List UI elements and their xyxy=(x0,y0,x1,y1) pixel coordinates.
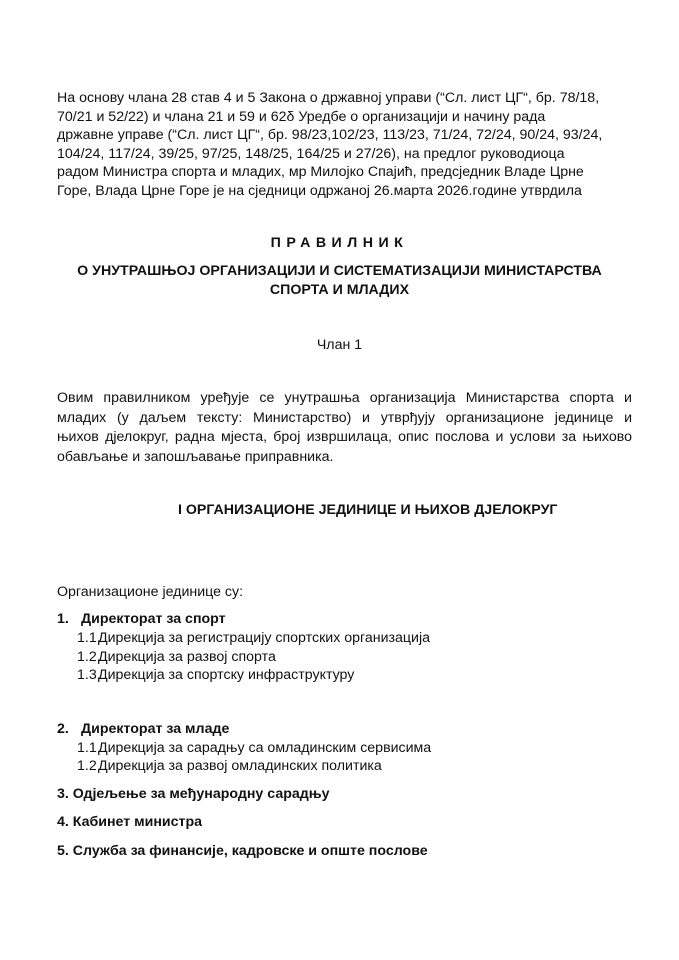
preamble-line: 70/21 и 52/22) и члана 21 и 59 и 62δ Уредбе о организацији и начину рада xyxy=(57,108,546,125)
preamble-line: Горе, Влада Црне Горе је на сједници одржаној 26.марта 2026.године утврдила xyxy=(57,182,582,199)
list-number: 2. xyxy=(57,721,69,737)
paragraph-line: њихов дјелокруг, радна мјеста, број извршилаца, опис послова и услови за њихово xyxy=(57,429,632,445)
list-item xyxy=(77,630,430,646)
subtitle-line: СПОРТА И МЛАДИХ xyxy=(269,282,410,298)
list-item-label: Дирекција за развој спорта xyxy=(98,649,276,665)
preamble-line: радом Министра спорта и младих, мр Милојко Спајић, предсједник Владе Црне xyxy=(57,164,584,180)
list-item xyxy=(77,649,276,665)
subtitle-line: О УНУТРАШЊОЈ ОРГАНИЗАЦИЈИ И СИСТЕМАТИЗАЦИЈИ МИНИСТАРСТВА xyxy=(77,263,602,279)
list-item-label: Дирекција за спортску инфраструктуру xyxy=(98,667,355,683)
list-number: 1.3. xyxy=(77,667,101,683)
section-heading: I ОРГАНИЗАЦИОНЕ ЈЕДИНИЦЕ И ЊИХОВ ДЈЕЛОКРУГ xyxy=(178,502,558,518)
directorate-sport xyxy=(57,611,226,627)
list-number: 1.2. xyxy=(77,649,101,665)
preamble-line: 104/24, 117/24, 39/25, 97/25, 148/25, 164/25 и 27/26), на предлог руководиоца xyxy=(57,145,565,162)
document-title: ПРАВИЛНИК xyxy=(270,235,409,251)
unit-international-cooperation: 3. Одјељење за међународну сарадњу xyxy=(57,786,330,802)
directorate-youth xyxy=(57,721,229,737)
unit-finance-service: 5. Служба за финансије, кадровске и опште послове xyxy=(57,843,428,859)
unit-minister-cabinet: 4. Кабинет министра xyxy=(57,814,203,830)
list-number: 1. xyxy=(57,611,69,627)
list-item-label: Дирекција за регистрацију спортских организација xyxy=(98,630,431,646)
list-item-label: Дирекција за сарадњу са омладинским сервисима xyxy=(98,740,432,756)
article-paragraph xyxy=(57,389,632,467)
list-number: 1.2 xyxy=(77,758,97,774)
document-subtitle xyxy=(0,262,679,300)
paragraph-line: Овим правилником уређује се унутрашња организација Министарства спорта и xyxy=(57,390,632,406)
list-item xyxy=(77,667,354,683)
list-item xyxy=(77,740,431,756)
article-heading: Члан 1 xyxy=(316,337,363,353)
org-units-intro: Организационе јединице су: xyxy=(57,584,244,600)
list-item-label: Дирекција за развој омладинских политика xyxy=(98,758,382,774)
list-number: 1.1 xyxy=(77,740,97,756)
list-item xyxy=(77,758,382,774)
preamble-line: државне управе (“Сл. лист ЦГ“, бр. 98/23,102/23, 113/23, 71/24, 72/24, 90/24, 93/24, xyxy=(57,127,603,143)
directorate-name: Директорат за младе xyxy=(81,721,230,737)
list-number: 1.1. xyxy=(77,630,101,646)
preamble xyxy=(57,89,632,200)
preamble-line: На основу члана 28 став 4 и 5 Закона о државној управи (“Сл. лист ЦГ“, бр. 78/18, xyxy=(57,90,600,106)
directorate-name: Директорат за спорт xyxy=(81,611,226,627)
paragraph-line: обављање и запошљавање приправника. xyxy=(57,448,334,465)
paragraph-line: младих (у даљем тексту: Министарство) и утврђују организационе јединице и xyxy=(57,409,632,426)
